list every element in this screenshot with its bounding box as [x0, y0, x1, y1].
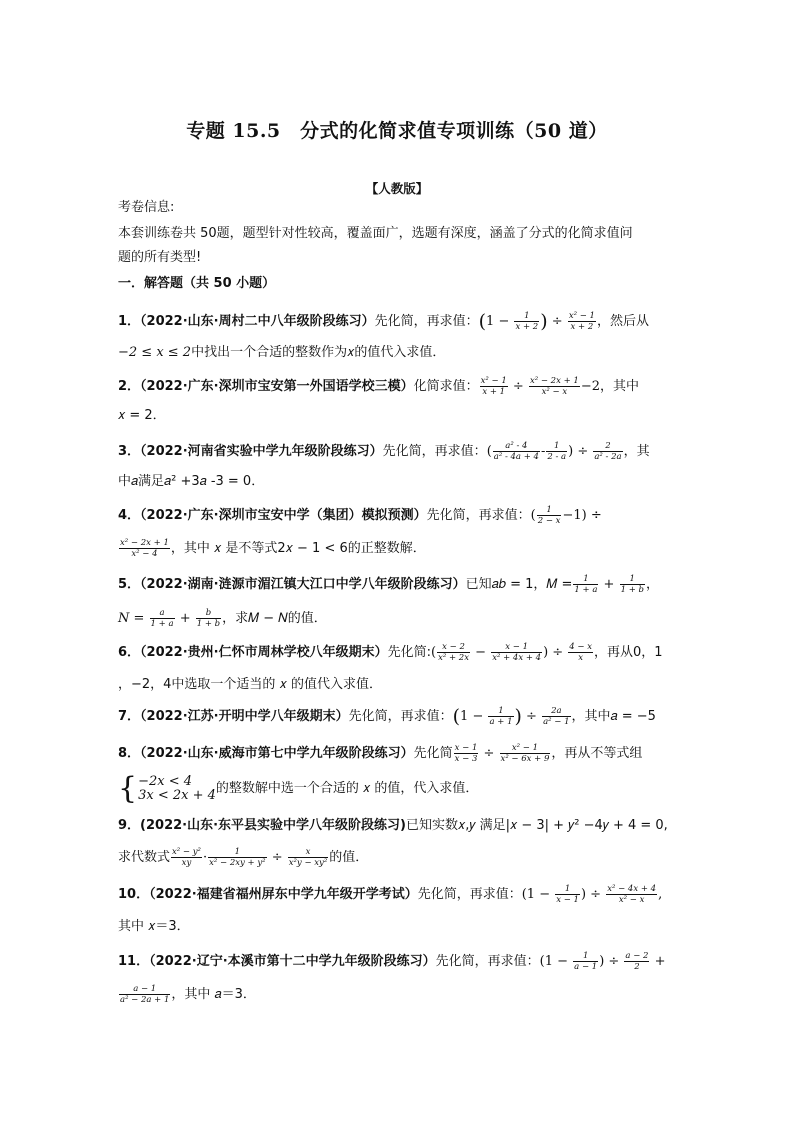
problem-text: 先化简，再求值： — [374, 314, 479, 329]
problem-tail: ， — [645, 577, 659, 592]
problem-3-line-2: 中𝑎满足𝑎² +3𝑎 -3 = 0． — [118, 474, 265, 489]
info-text-line-2: 题的所有类型! — [118, 250, 202, 265]
problem-8-line-2: { −2𝑥 < 4 3𝑥 < 2𝑥 + 4 的整数解中选一个合适的 𝑥 的值，代入求值． — [118, 771, 479, 806]
problem-source: （2022·河南省实验中学九年级阶段练习） — [140, 444, 383, 459]
problem-9 — [118, 817, 668, 835]
problem-1: 1．（2022·山东·周村二中八年级阶段练习）先化简，再求值：(1 − $\frac{1}{x + 2}$ ) ÷ $\frac{\text{x² − 1}}{x + 2}$ ，然后从 — [118, 310, 649, 333]
problem-text: 先化简，再求值： — [382, 444, 487, 459]
problem-text: 已知𝑎𝑏 = 1，𝑀 = — [465, 577, 573, 592]
problem-source: （2022·湖南·涟源市湄江镇大江口中学八年级阶段练习） — [140, 577, 466, 592]
problem-2: 2．（2022·广东·深圳市宝安第一外国语学校三模）化简求值： $\frac{\text{x² − 1}}{x + 1}$ ÷ $\frac{\text{x² − 2x + 1}}{\text{x² − x}}$ −2，其中 — [118, 376, 639, 397]
problem-10: 10．（2022·福建省福州屏东中学九年级开学考试）先化简，再求值：(1 − $\frac{1}{x - 1}$ ) ÷ $\frac{\text{x² − 4x + 4}}{\text{x² − x}}$ , — [118, 884, 663, 905]
problem-number: 10． — [118, 887, 150, 902]
problem-number: 3． — [118, 444, 141, 459]
problem-1-line-2: −2 ≤ 𝑥 ≤ 2中找出一个合适的整数作为𝑥的值代入求值． — [118, 345, 446, 360]
problem-source: （2022·山东·周村二中八年级阶段练习） — [140, 314, 375, 329]
problem-source: （2022·广东·深圳市宝安中学（集团）模拟预测） — [140, 508, 427, 523]
problem-4: 4．（2022·广东·深圳市宝安中学（集团）模拟预测）先化简，再求值：( $\frac{1}{2 - x}$ −1) ÷ — [118, 505, 602, 526]
problem-number: 4． — [118, 508, 141, 523]
problem-source: （2022·江苏·开明中学八年级期末） — [140, 709, 349, 724]
problem-5-line-2: N = $\frac{a}{1 + a}$ + $\frac{b}{1 + b}$ ，求𝑀 − 𝑁的值． — [118, 608, 327, 629]
problem-text: 先化简，再求值： — [426, 508, 531, 523]
problem-number: 2． — [118, 379, 141, 394]
problem-number: 9． — [118, 818, 141, 833]
info-label: 考卷信息: — [118, 200, 175, 215]
problem-2-line-2: 𝑥 = 2． — [118, 408, 166, 423]
problem-8: 8．（2022·山东·威海市第七中学九年级阶段练习）先化简 $\frac{x - 1}{x - 3}$ ÷ $\frac{\text{x² − 1}}{\text{x² − 6x + 9}}$ ，再从不等式组 — [118, 743, 643, 764]
problem-6-line-2: ，−2，4中选取一个适当的 𝑥 的值代入求值． — [118, 677, 382, 692]
problem-tail: ，其中 — [599, 379, 639, 394]
problem-6: 6．（2022·贵州·仁怀市周林学校八年级期末）先化简:( $\frac{x - 2}{\text{x² + 2x}}$ − $\frac{x - 1}{\text{x² + 4x + 4}}$ ) ÷ $\frac{4 - x}{x}$ ，再从0，1 — [118, 642, 663, 663]
problem-tail: ÷ — [590, 508, 602, 523]
problem-number: 6． — [118, 645, 141, 660]
problem-text: 化简求值： — [413, 379, 479, 394]
problem-source: (2022·山东·东平县实验中学八年级阶段练习) — [140, 818, 406, 833]
problem-3: 3．（2022·河南省实验中学九年级阶段练习）先化简，再求值：( $\frac{\text{a² - 4}}{\text{a² - 4a + 4}}$ - $\frac{1}{2 - a}$ ) ÷ $\frac{2}{\text{a² - 2a}}$ ，其 — [118, 441, 650, 462]
problem-tail: ，其 — [623, 444, 650, 459]
problem-source: （2022·贵州·仁怀市周林学校八年级期末） — [140, 645, 388, 660]
problem-text: 先化简，再求值： — [417, 887, 522, 902]
problem-text: 已知实数𝑥,𝑦 满足|𝑥 − 3| + 𝑦² −4𝑦 + 4 = 0, — [406, 818, 668, 833]
problem-10-line-2: 其中 𝑥＝3． — [118, 919, 190, 934]
problem-4-line-2: $\frac{\text{x² − 2x + 1}}{\text{x² − 4}}$ ，其中 𝑥 是不等式2𝑥 − 1 < 6的正整数解． — [120, 538, 426, 559]
edition-label: 【人教版】 — [365, 181, 429, 196]
problem-source: （2022·福建省福州屏东中学九年级开学考试） — [149, 887, 418, 902]
problem-number: 7． — [118, 709, 141, 724]
problem-number: 5． — [118, 577, 141, 592]
section-heading: 一．解答题（共 50 小题） — [118, 276, 276, 291]
problem-text: 先化简: — [387, 645, 431, 660]
problem-source: （2022·辽宁·本溪市第十二中学九年级阶段练习） — [149, 954, 436, 969]
problem-number: 1． — [118, 314, 141, 329]
document-title: 专题 15.5 分式的化简求值专项训练（50 道） — [186, 120, 608, 142]
problem-text: 先化简，再求值： — [348, 709, 453, 724]
problem-tail: ，再从不等式组 — [551, 746, 643, 761]
problem-9-line-2: 求代数式 $\frac{\text{x² − y²}}{xy}$ · $\frac{1}{\text{x² − 2xy + y²}}$ ÷ $\frac{x}{\text{x²y − xy²}}$ 的值． — [118, 847, 369, 868]
problem-tail: ，其中𝑎 = −5 — [571, 709, 656, 724]
problem-text: 先化简 — [413, 746, 453, 761]
problem-source: （2022·山东·威海市第七中学九年级阶段练习） — [140, 746, 414, 761]
problem-source: （2022·广东·深圳市宝安第一外国语学校三模） — [140, 379, 414, 394]
problem-11-line-2: $\frac{a - 1}{\text{a² − 2a + 1}}$ ，其中 𝑎＝3． — [120, 984, 256, 1005]
problem-tail: ，再从0，1 — [594, 645, 663, 660]
problem-text: 先化简，再求值： — [435, 954, 540, 969]
problem-number: 11． — [118, 954, 150, 969]
problem-11: 11．（2022·辽宁·本溪市第十二中学九年级阶段练习）先化简，再求值：(1 − $\frac{1}{a - 1}$ ) ÷ $\frac{a - 2}{2}$ + — [118, 951, 666, 972]
problem-number: 8． — [118, 746, 141, 761]
info-text-line-1: 本套训练卷共 50题，题型针对性较高，覆盖面广，选题有深度，涵盖了分式的化简求值问 — [118, 226, 633, 241]
problem-7: 7．（2022·江苏·开明中学八年级期末）先化简，再求值：(1 − $\frac{1}{a + 1}$ ) ÷ $\frac{2a}{\text{a² − 1}}$ ，其中𝑎 = −5 — [118, 705, 656, 728]
problem-tail: ，然后从 — [596, 314, 649, 329]
problem-5: 5．（2022·湖南·涟源市湄江镇大江口中学八年级阶段练习）已知𝑎𝑏 = 1，𝑀 = $\frac{1}{1 + a}$ + $\frac{1}{1 + b}$ ， — [118, 574, 659, 595]
